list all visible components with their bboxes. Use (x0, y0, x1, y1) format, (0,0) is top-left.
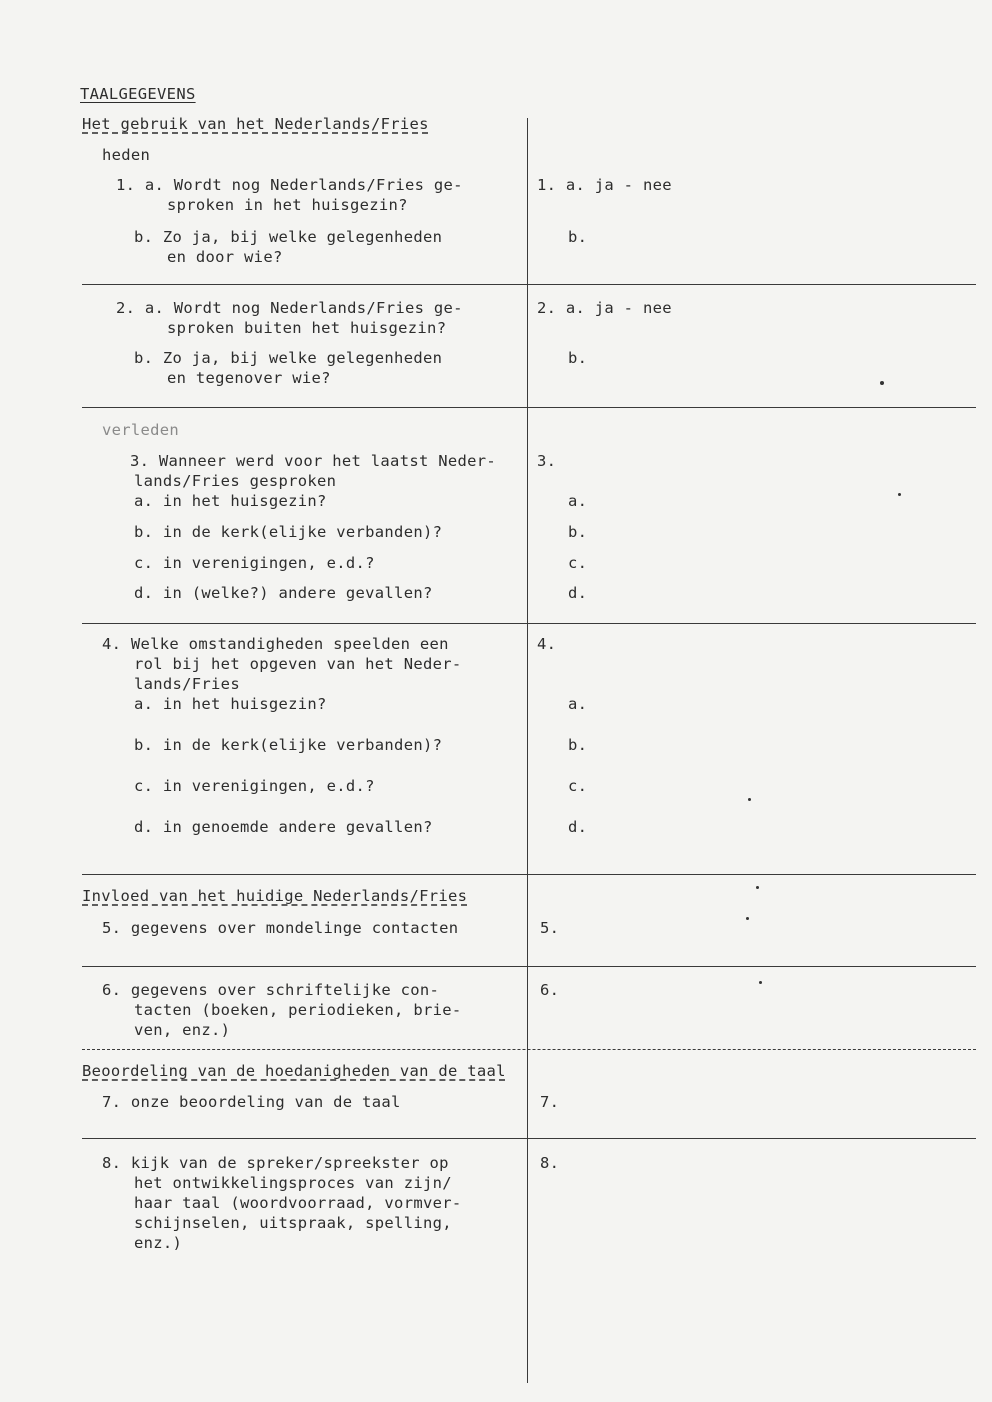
q1a-line2: sproken in het huisgezin? (167, 196, 408, 214)
q7-answer[interactable]: 7. (540, 1093, 560, 1111)
q4b-answer[interactable]: b. (568, 736, 588, 754)
q1a-answer[interactable]: 1. a. ja - nee (537, 176, 672, 194)
section-heading-assessment: Beoordeling van de hoedanigheden van de taal (82, 1062, 506, 1080)
section-heading-usage: Het gebruik van het Nederlands/Fries (82, 115, 429, 133)
q4-line3: lands/Fries (134, 675, 240, 693)
q4-answer[interactable]: 4. (537, 635, 557, 653)
q1a-line1: 1. a. Wordt nog Nederlands/Fries ge- (116, 176, 463, 194)
q4-line1: 4. Welke omstandigheden speelden een (102, 635, 449, 653)
q2b-line2: en tegenover wie? (167, 369, 331, 387)
divider (82, 407, 976, 408)
q8-line4: schijnselen, uitspraak, spelling, (134, 1214, 452, 1232)
q1b-line1: b. Zo ja, bij welke gelegenheden (134, 228, 443, 246)
q4-line2: rol bij het opgeven van het Neder- (134, 655, 462, 673)
q8-line2: het ontwikkelingsproces van zijn/ (134, 1174, 452, 1192)
ink-speck (748, 798, 751, 801)
q7-text: 7. onze beoordeling van de taal (102, 1093, 401, 1111)
q6-line3: ven, enz.) (134, 1021, 231, 1039)
q8-line5: enz.) (134, 1234, 183, 1252)
divider (82, 623, 976, 624)
q3c: c. in verenigingen, e.d.? (134, 554, 375, 572)
page-title: TAALGEGEVENS (80, 85, 196, 103)
q3-answer[interactable]: 3. (537, 452, 557, 470)
q5-answer[interactable]: 5. (540, 919, 560, 937)
q4d: d. in genoemde andere gevallen? (134, 818, 433, 836)
q1b-line2: en door wie? (167, 248, 283, 266)
q4c-answer[interactable]: c. (568, 777, 588, 795)
column-divider (527, 118, 528, 1383)
q8-answer[interactable]: 8. (540, 1154, 560, 1172)
q3-line2: lands/Fries gesproken (134, 472, 337, 490)
q3b: b. in de kerk(elijke verbanden)? (134, 523, 443, 541)
ink-speck (759, 981, 762, 984)
q4a-answer[interactable]: a. (568, 695, 588, 713)
q4a: a. in het huisgezin? (134, 695, 327, 713)
q8-line1: 8. kijk van de spreker/spreekster op (102, 1154, 449, 1172)
divider (82, 1138, 976, 1139)
ink-speck (746, 917, 749, 920)
q2b-answer[interactable]: b. (568, 349, 588, 367)
q8-line3: haar taal (woordvoorraad, vormver- (134, 1194, 462, 1212)
q3-line1: 3. Wanneer werd voor het laatst Neder- (130, 452, 497, 470)
q3d-answer[interactable]: d. (568, 584, 588, 602)
divider (82, 1049, 976, 1050)
section-heading-influence: Invloed van het huidige Nederlands/Fries (82, 887, 468, 905)
q4c: c. in verenigingen, e.d.? (134, 777, 375, 795)
q1b-answer[interactable]: b. (568, 228, 588, 246)
ink-speck (898, 493, 901, 496)
divider (82, 284, 976, 285)
subsection-past: verleden (102, 421, 180, 439)
q4b: b. in de kerk(elijke verbanden)? (134, 736, 443, 754)
q5-text: 5. gegevens over mondelinge contacten (102, 919, 459, 937)
q3a: a. in het huisgezin? (134, 492, 327, 510)
q2a-line1: 2. a. Wordt nog Nederlands/Fries ge- (116, 299, 463, 317)
q6-line1: 6. gegevens over schriftelijke con- (102, 981, 440, 999)
q3a-answer[interactable]: a. (568, 492, 588, 510)
q2a-line2: sproken buiten het huisgezin? (167, 319, 447, 337)
q2b-line1: b. Zo ja, bij welke gelegenheden (134, 349, 443, 367)
q3c-answer[interactable]: c. (568, 554, 588, 572)
q3d: d. in (welke?) andere gevallen? (134, 584, 433, 602)
q4d-answer[interactable]: d. (568, 818, 588, 836)
q2a-answer[interactable]: 2. a. ja - nee (537, 299, 672, 317)
q3b-answer[interactable]: b. (568, 523, 588, 541)
ink-speck (756, 886, 759, 889)
subsection-present: heden (102, 146, 151, 164)
q6-line2: tacten (boeken, periodieken, brie- (134, 1001, 462, 1019)
ink-speck (880, 381, 884, 385)
divider (82, 966, 976, 967)
divider (82, 874, 976, 875)
q6-answer[interactable]: 6. (540, 981, 560, 999)
